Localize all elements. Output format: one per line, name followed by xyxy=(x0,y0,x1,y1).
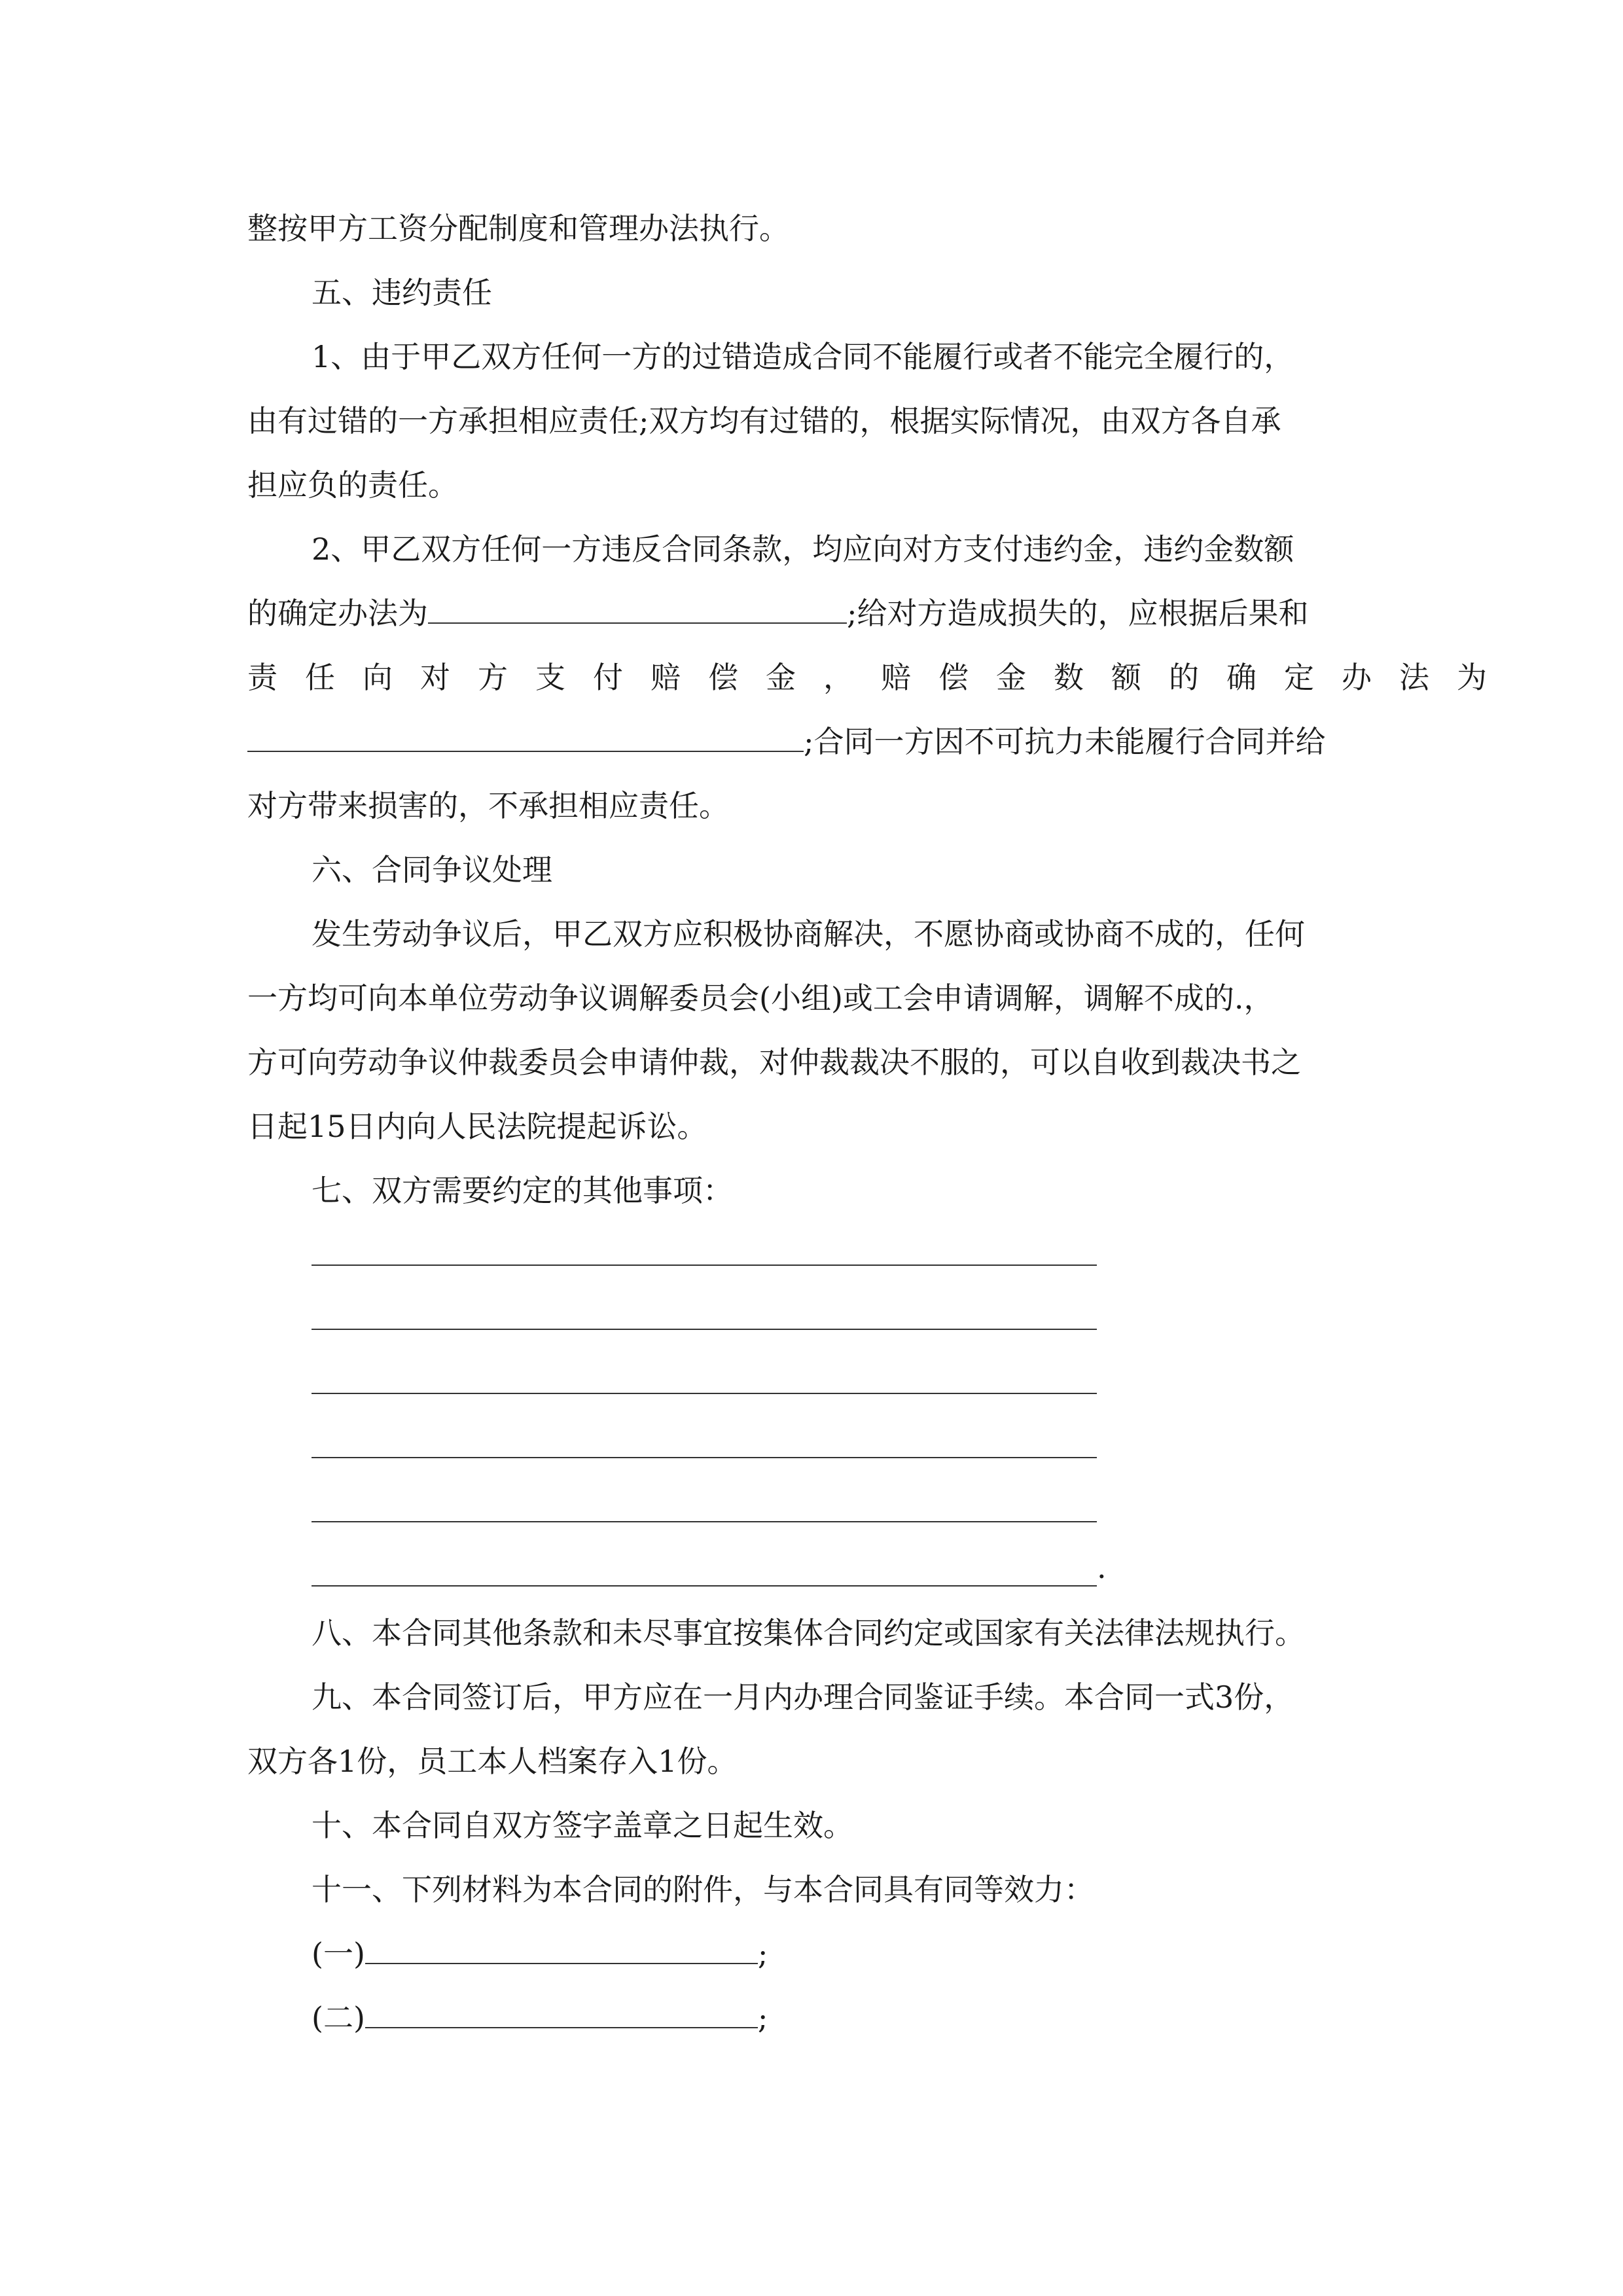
dispute-line-2: 一方均可向本单位劳动争议调解委员会(小组)或工会申请调解，调解不成的.， xyxy=(247,980,1274,1016)
section-heading-other-matters: 七、双方需要约定的其他事项： xyxy=(312,1173,733,1208)
section-heading-dispute: 六、合同争议处理 xyxy=(312,852,552,888)
compensation-method-blank[interactable] xyxy=(247,711,804,752)
clause-5-2-line-5: 对方带来损害的，不承担相应责任。 xyxy=(247,788,729,823)
section-heading-breach-liability: 五、违约责任 xyxy=(312,275,492,310)
other-matters-blank-5[interactable] xyxy=(312,1521,1097,1522)
attachment-2-line xyxy=(312,1986,768,2050)
dispute-line-4: 日起15日内向人民法院提起诉讼。 xyxy=(247,1109,707,1144)
clause-5-1-line-2: 由有过错的一方承担相应责任;双方均有过错的，根据实际情况，由双方各自承 xyxy=(247,403,1281,439)
penalty-method-blank[interactable] xyxy=(428,583,847,624)
other-matters-period: . xyxy=(1097,1550,1107,1585)
clause-5-2-text-a: 的确定办法为 xyxy=(247,596,428,631)
clause-8: 八、本合同其他条款和未尽事宜按集体合同约定或国家有关法律法规执行。 xyxy=(312,1615,1305,1651)
attachment-2-blank[interactable] xyxy=(365,1988,758,2028)
clause-5-2-line-3 xyxy=(247,645,1514,709)
clause-10: 十、本合同自双方签字盖章之日起生效。 xyxy=(312,1808,853,1843)
attachment-2-end: ; xyxy=(757,2000,768,2036)
other-matters-blank-3[interactable] xyxy=(312,1393,1097,1394)
clause-5-1-line-3: 担应负的责任。 xyxy=(247,467,458,503)
clause-9-line-2: 双方各1份，员工本人档案存入1份。 xyxy=(247,1744,738,1779)
paragraph-wage-continuation: 整按甲方工资分配制度和管理办法执行。 xyxy=(247,211,789,246)
clause-5-2-spread-text: 责任向对方支付赔偿金，赔偿金数额的确定办法为 xyxy=(247,660,1514,695)
attachment-1-line xyxy=(312,1922,768,1986)
clause-5-1-line-1: 1、由于甲乙双方任何一方的过错造成合同不能履行或者不能完全履行的， xyxy=(312,339,1294,374)
clause-5-2-line-1: 2、甲乙双方任何一方违反合同条款，均应向对方支付违约金，违约金数额 xyxy=(312,531,1294,567)
other-matters-blank-2[interactable] xyxy=(312,1329,1097,1330)
clause-5-2-text-b: ;给对方造成损失的，应根据后果和 xyxy=(847,596,1309,631)
clause-11: 十一、下列材料为本合同的附件，与本合同具有同等效力： xyxy=(312,1872,1094,1907)
other-matters-blank-1[interactable] xyxy=(312,1265,1097,1266)
clause-5-2-line-4 xyxy=(247,709,1326,774)
clause-5-2-line-2 xyxy=(247,581,1309,645)
other-matters-blank-4[interactable] xyxy=(312,1457,1097,1458)
attachment-1-label: (一) xyxy=(312,1936,365,1971)
clause-5-2-text-c: ;合同一方因不可抗力未能履行合同并给 xyxy=(804,724,1326,759)
dispute-line-3: 方可向劳动争议仲裁委员会申请仲裁，对仲裁裁决不服的，可以自收到裁决书之 xyxy=(247,1045,1301,1080)
attachment-2-label: (二) xyxy=(312,2000,365,2036)
other-matters-blank-6[interactable] xyxy=(312,1585,1097,1587)
attachment-1-blank[interactable] xyxy=(365,1924,758,1964)
dispute-line-1: 发生劳动争议后，甲乙双方应积极协商解决，不愿协商或协商不成的，任何 xyxy=(312,916,1305,952)
clause-9-line-1: 九、本合同签订后，甲方应在一月内办理合同鉴证手续。本合同一式3份， xyxy=(312,1679,1294,1715)
attachment-1-end: ; xyxy=(757,1936,768,1971)
